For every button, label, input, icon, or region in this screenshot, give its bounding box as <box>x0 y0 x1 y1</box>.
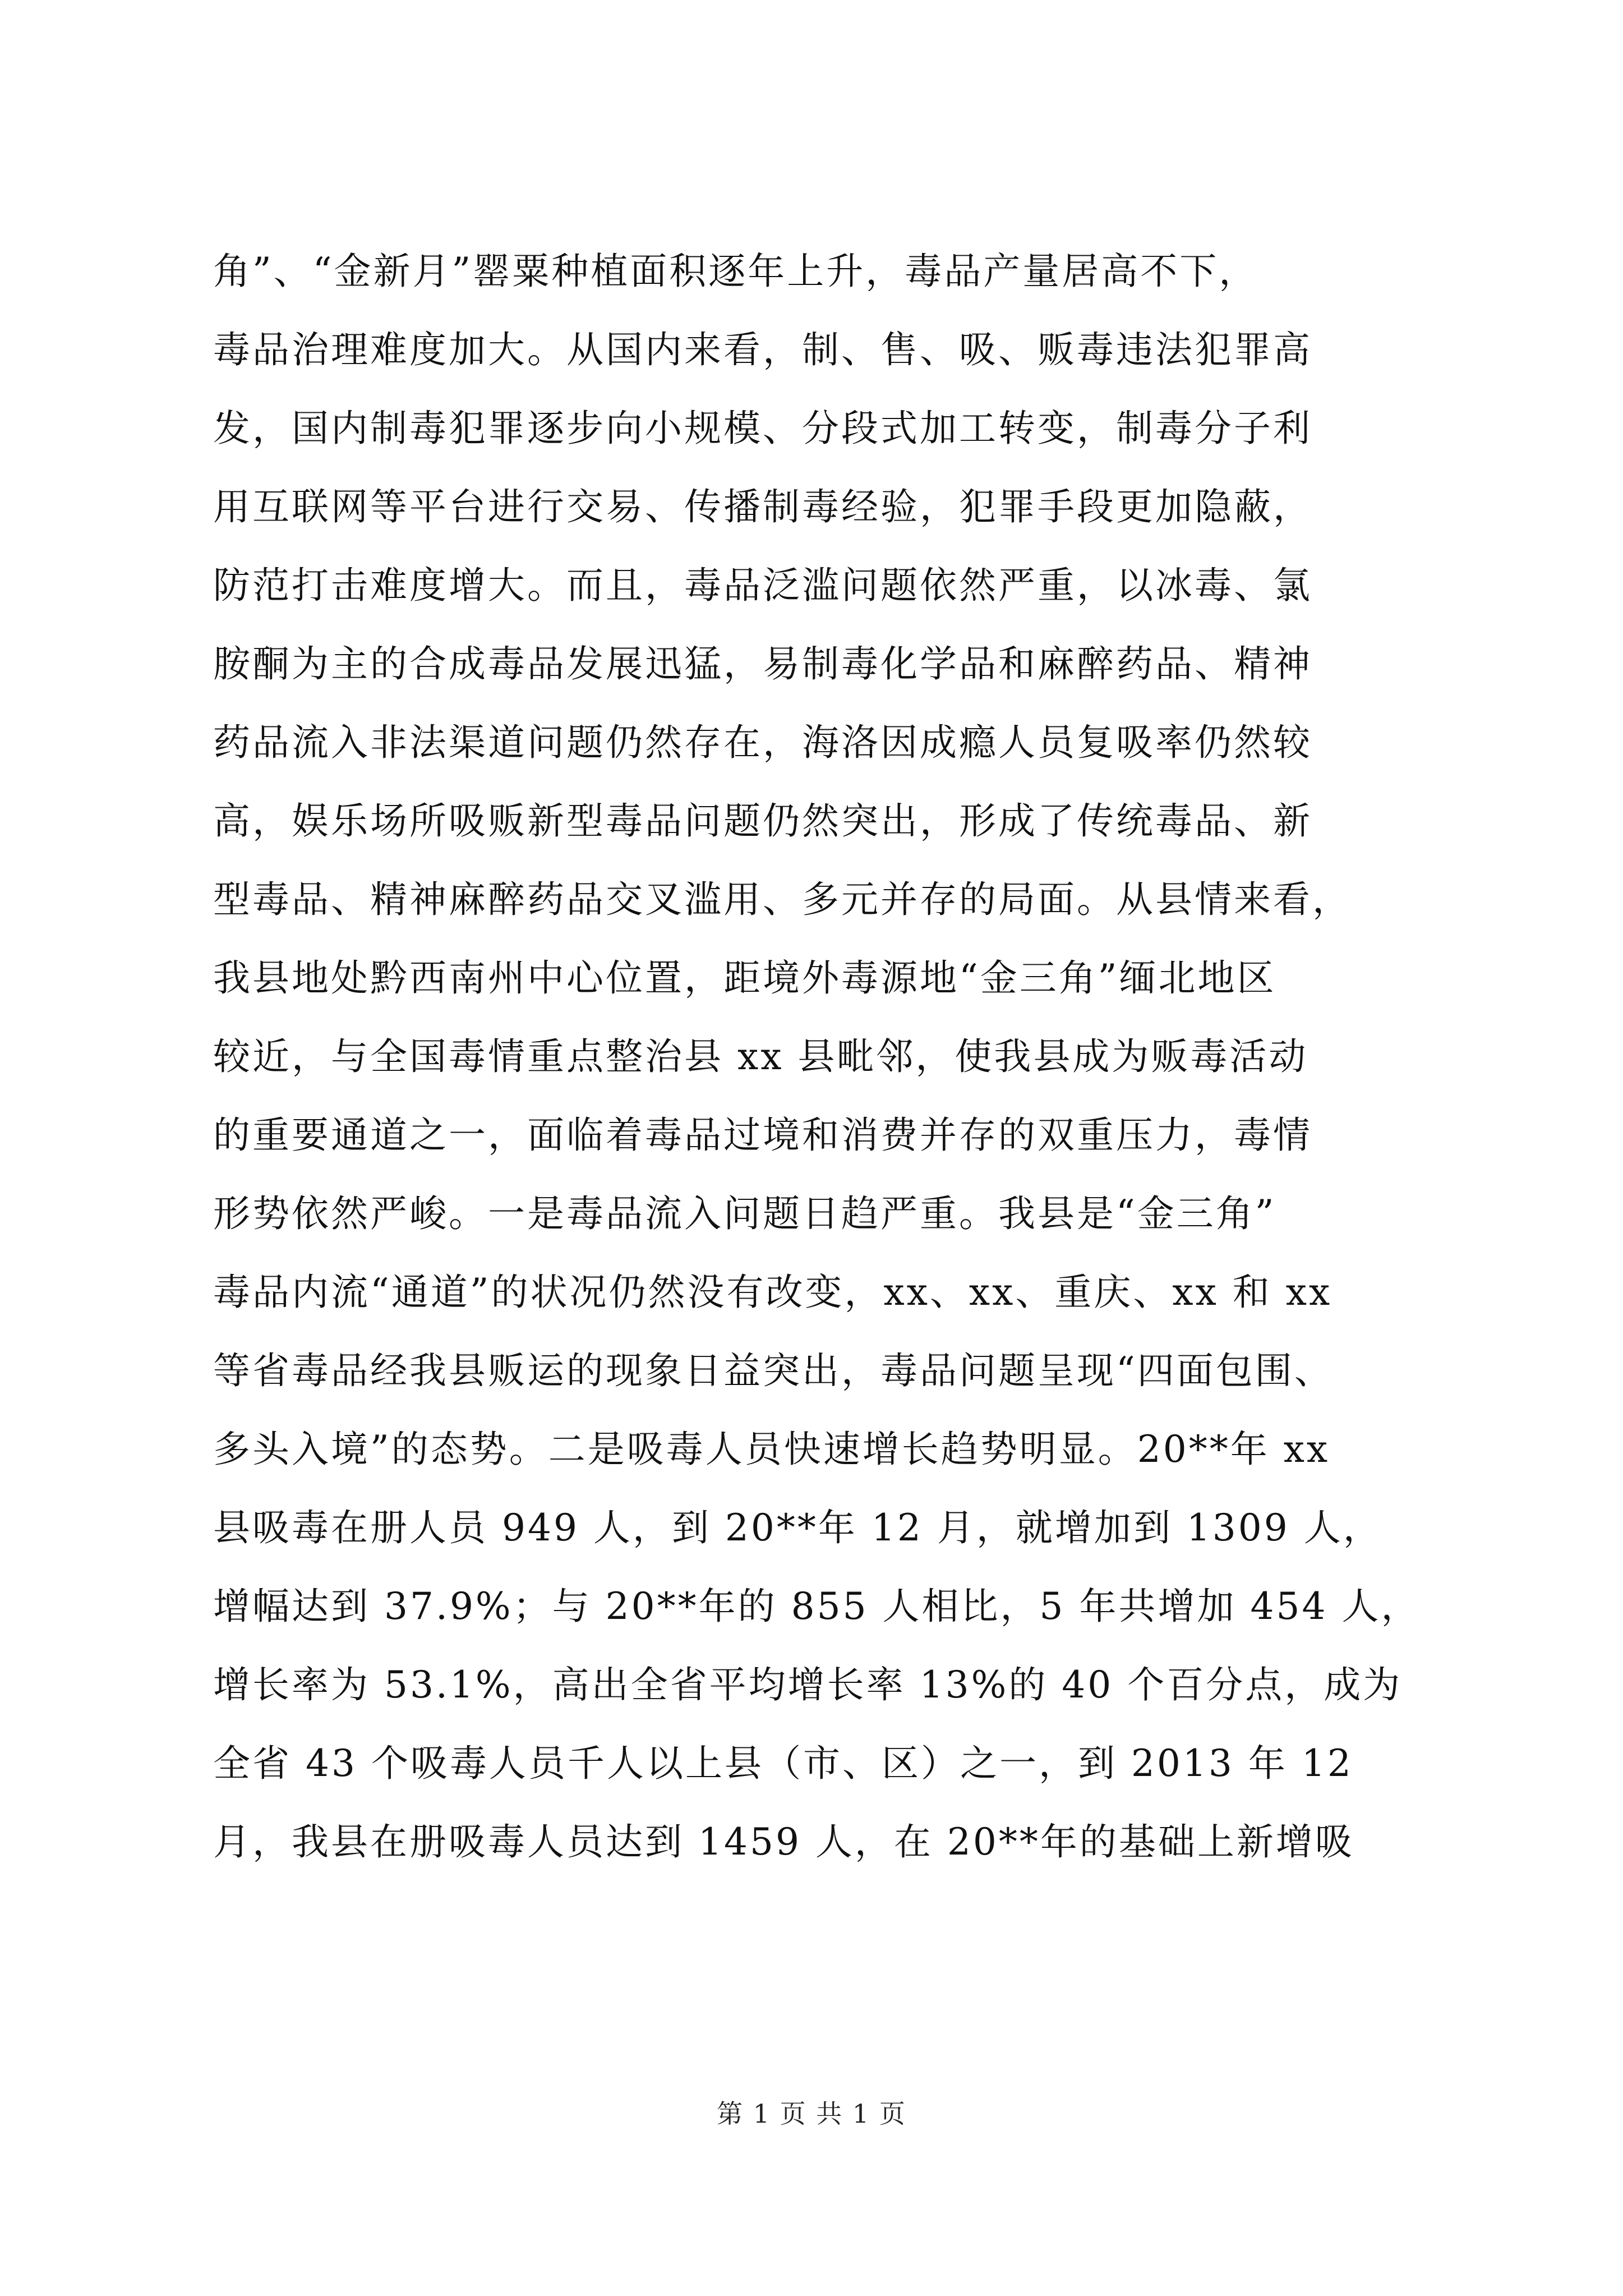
text-line: 发，国内制毒犯罪逐步向小规模、分段式加工转变，制毒分子利 <box>213 407 1312 450</box>
text-line: 型毒品、精神麻醉药品交叉滥用、多元并存的局面。从县情来看， <box>213 878 1352 921</box>
text-line: 高，娱乐场所吸贩新型毒品问题仍然突出，形成了传统毒品、新 <box>213 799 1312 843</box>
text-line: 的重要通道之一，面临着毒品过境和消费并存的双重压力，毒情 <box>213 1114 1312 1157</box>
text-line: 胺酮为主的合成毒品发展迅猛，易制毒化学品和麻醉药品、精神 <box>213 642 1312 685</box>
text-line: 月，我县在册吸毒人员达到 1459 人，在 20**年的基础上新增吸 <box>213 1820 1354 1864</box>
text-line: 增长率为 53.1%，高出全省平均增长率 13%的 40 个百分点，成为 <box>213 1663 1403 1706</box>
body-paragraph <box>213 232 1424 1881</box>
text-line: 防范打击难度增大。而且，毒品泛滥问题依然严重，以冰毒、氯 <box>213 564 1312 607</box>
page-footer <box>0 2097 1623 2131</box>
text-line: 毒品内流“通道”的状况仍然没有改变，xx、xx、重庆、xx 和 xx <box>213 1271 1332 1314</box>
text-line: 全省 43 个吸毒人员千人以上县（市、区）之一，到 2013 年 12 <box>213 1742 1353 1785</box>
text-line: 等省毒品经我县贩运的现象日益突出，毒品问题呈现“四面包围、 <box>213 1349 1334 1392</box>
text-line: 较近，与全国毒情重点整治县 xx 县毗邻，使我县成为贩毒活动 <box>213 1035 1308 1078</box>
text-line: 用互联网等平台进行交易、传播制毒经验，犯罪手段更加隐蔽， <box>213 485 1312 528</box>
page-number-label: 第 1 页 共 1 页 <box>717 2099 906 2129</box>
text-line: 我县地处黔西南州中心位置，距境外毒源地“金三角”缅北地区 <box>213 956 1276 1000</box>
text-line: 药品流入非法渠道问题仍然存在，海洛因成瘾人员复吸率仍然较 <box>213 721 1312 764</box>
text-line: 形势依然严峻。一是毒品流入问题日趋严重。我县是“金三角” <box>213 1192 1276 1235</box>
text-line: 多头入境”的态势。二是吸毒人员快速增长趋势明显。20**年 xx <box>213 1428 1330 1471</box>
text-line: 角”、“金新月”罂粟种植面积逐年上升，毒品产量居高不下， <box>213 250 1258 293</box>
text-line: 县吸毒在册人员 949 人，到 20**年 12 月，就增加到 1309 人， <box>213 1506 1382 1549</box>
text-line: 毒品治理难度加大。从国内来看，制、售、吸、贩毒违法犯罪高 <box>213 328 1312 371</box>
text-line: 增幅达到 37.9%；与 20**年的 855 人相比，5 年共增加 454 人， <box>213 1585 1421 1628</box>
